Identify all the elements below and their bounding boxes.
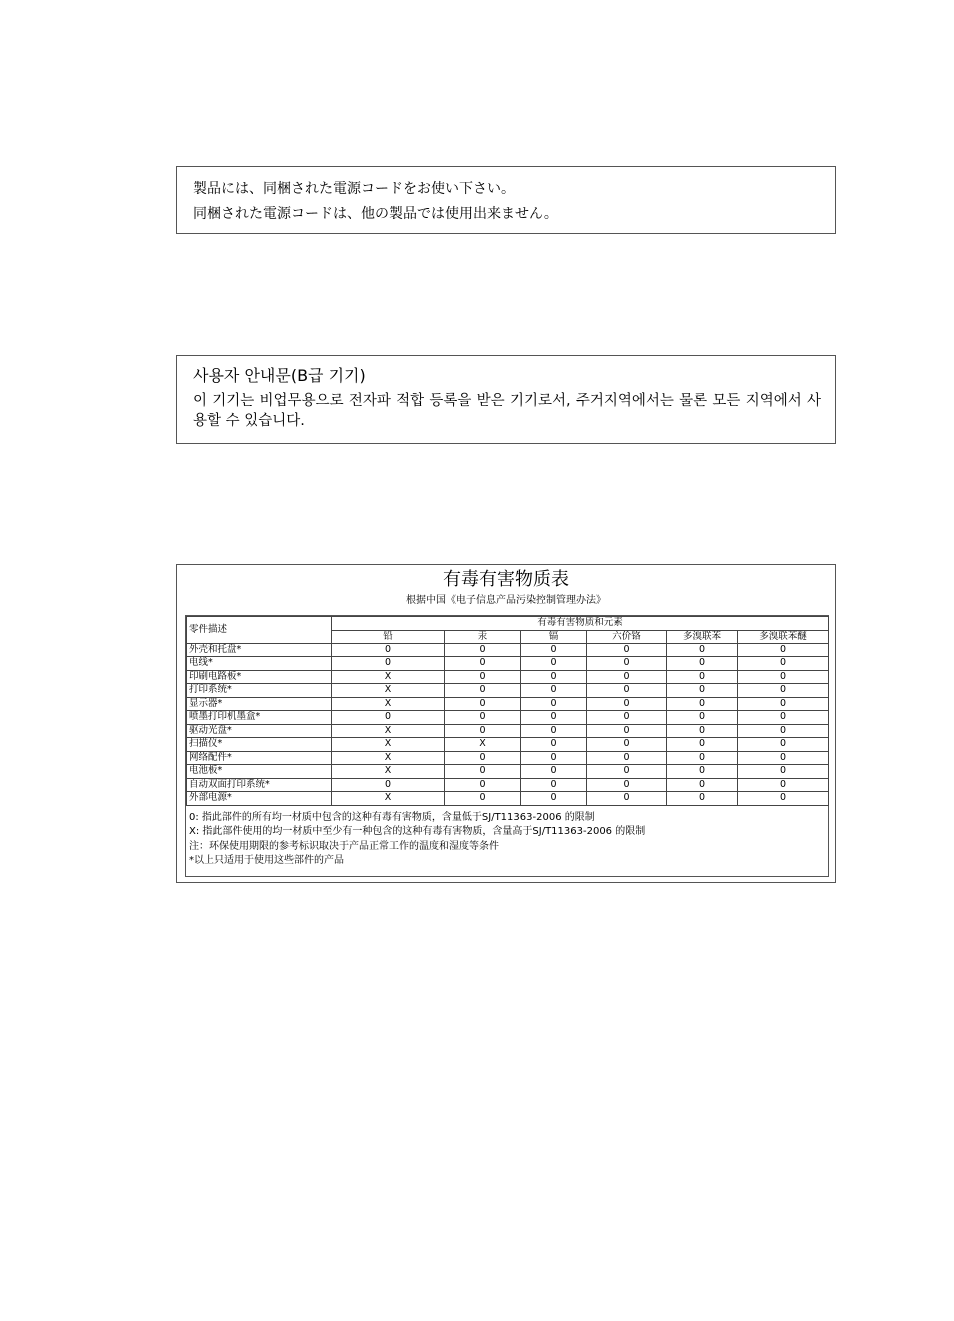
- table-row: [187, 711, 829, 725]
- substance-value-cell: 0: [738, 724, 829, 738]
- substance-value-cell: 0: [738, 738, 829, 752]
- substance-value-cell: 0: [445, 697, 521, 711]
- substance-value-cell: 0: [667, 765, 738, 779]
- substance-value-cell: 0: [738, 657, 829, 671]
- jp-notice-line-2: 同梱された電源コードは、他の製品では使用出来ません。: [193, 206, 558, 222]
- substance-value-cell: 0: [332, 643, 445, 657]
- substance-header-lead: 铅: [332, 630, 445, 643]
- part-name-cell: 喷墨打印机墨盒*: [187, 711, 332, 725]
- substance-value-cell: 0: [587, 697, 667, 711]
- part-name-cell: 驱动光盘*: [187, 724, 332, 738]
- substance-value-cell: X: [332, 697, 445, 711]
- part-name-cell: 显示器*: [187, 697, 332, 711]
- substance-value-cell: 0: [445, 643, 521, 657]
- table-header-row-1: [187, 617, 829, 631]
- substance-value-cell: 0: [445, 765, 521, 779]
- substance-value-cell: 0: [587, 778, 667, 792]
- part-name-cell: 外壳和托盘*: [187, 643, 332, 657]
- substance-value-cell: 0: [445, 792, 521, 806]
- cn-table-frame: [185, 615, 829, 877]
- cn-table-title: 有毒有害物质表: [443, 569, 569, 590]
- substance-value-cell: 0: [738, 751, 829, 765]
- note-x-meaning: X: 指此部件使用的均一材质中至少有一种包含的这种有毒有害物质，含量高于SJ/T11363-2006 的限制: [189, 826, 646, 837]
- substance-value-cell: 0: [521, 738, 587, 752]
- substance-value-cell: 0: [587, 670, 667, 684]
- substance-header-mercury: 汞: [445, 630, 521, 643]
- substance-value-cell: 0: [332, 657, 445, 671]
- substance-value-cell: 0: [587, 792, 667, 806]
- substance-value-cell: 0: [738, 792, 829, 806]
- substance-value-cell: 0: [667, 751, 738, 765]
- substance-value-cell: 0: [667, 670, 738, 684]
- part-description-header: 零件描述: [187, 617, 332, 644]
- substance-header-pbde: 多溴联苯醚: [738, 630, 829, 643]
- substance-value-cell: 0: [587, 684, 667, 698]
- substance-value-cell: X: [332, 724, 445, 738]
- substance-value-cell: X: [332, 751, 445, 765]
- substance-value-cell: 0: [587, 724, 667, 738]
- table-row: [187, 724, 829, 738]
- substance-value-cell: 0: [667, 778, 738, 792]
- part-name-cell: 电线*: [187, 657, 332, 671]
- part-name-cell: 外部电源*: [187, 792, 332, 806]
- substance-header-hexavalent-chromium: 六价铬: [587, 630, 667, 643]
- table-row: [187, 684, 829, 698]
- table-body: [187, 643, 829, 805]
- substance-value-cell: X: [445, 738, 521, 752]
- substance-value-cell: 0: [667, 657, 738, 671]
- substance-value-cell: 0: [521, 724, 587, 738]
- note-applicability: *以上只适用于使用这些部件的产品: [189, 855, 344, 866]
- substance-value-cell: 0: [738, 778, 829, 792]
- substance-value-cell: 0: [445, 657, 521, 671]
- part-name-cell: 扫描仪*: [187, 738, 332, 752]
- substance-value-cell: 0: [521, 765, 587, 779]
- substance-value-cell: 0: [667, 738, 738, 752]
- table-row: [187, 751, 829, 765]
- kr-class-b-notice: [176, 355, 836, 444]
- substance-value-cell: 0: [738, 684, 829, 698]
- substance-value-cell: 0: [521, 684, 587, 698]
- table-row: [187, 738, 829, 752]
- substance-value-cell: 0: [587, 643, 667, 657]
- substance-value-cell: 0: [445, 751, 521, 765]
- substance-value-cell: 0: [587, 738, 667, 752]
- substance-value-cell: 0: [521, 657, 587, 671]
- kr-notice-title: 사용자 안내문(B급 기기): [193, 366, 366, 385]
- table-row: [187, 792, 829, 806]
- substance-value-cell: 0: [667, 711, 738, 725]
- substance-value-cell: 0: [738, 711, 829, 725]
- substance-header-pbb: 多溴联苯: [667, 630, 738, 643]
- part-name-cell: 印刷电路板*: [187, 670, 332, 684]
- substance-header-cadmium: 镉: [521, 630, 587, 643]
- substance-value-cell: 0: [667, 724, 738, 738]
- substance-value-cell: 0: [521, 792, 587, 806]
- substances-group-header: 有毒有害物质和元素: [332, 617, 829, 631]
- substance-value-cell: 0: [738, 643, 829, 657]
- substance-value-cell: 0: [521, 643, 587, 657]
- substance-value-cell: 0: [445, 724, 521, 738]
- part-name-cell: 电池板*: [187, 765, 332, 779]
- substance-value-cell: X: [332, 670, 445, 684]
- cn-hazardous-substance-box: [176, 564, 836, 883]
- substance-value-cell: 0: [667, 792, 738, 806]
- substance-value-cell: 0: [521, 711, 587, 725]
- substance-value-cell: 0: [738, 765, 829, 779]
- note-environment-period: 注：环保使用期限的参考标识取决于产品正常工作的温度和湿度等条件: [189, 840, 499, 852]
- substance-value-cell: 0: [445, 778, 521, 792]
- jp-power-cord-notice: [176, 166, 836, 234]
- substance-value-cell: 0: [521, 778, 587, 792]
- substance-value-cell: 0: [667, 643, 738, 657]
- table-row: [187, 697, 829, 711]
- substance-value-cell: 0: [521, 670, 587, 684]
- part-name-cell: 网络配件*: [187, 751, 332, 765]
- substance-value-cell: 0: [521, 697, 587, 711]
- table-row: [187, 778, 829, 792]
- part-name-cell: 打印系统*: [187, 684, 332, 698]
- substance-value-cell: 0: [332, 711, 445, 725]
- substance-value-cell: 0: [445, 711, 521, 725]
- table-row: [187, 765, 829, 779]
- substance-value-cell: 0: [587, 765, 667, 779]
- substance-value-cell: 0: [587, 751, 667, 765]
- substance-value-cell: X: [332, 765, 445, 779]
- substance-value-cell: 0: [521, 751, 587, 765]
- table-notes: [186, 806, 828, 869]
- substance-value-cell: 0: [738, 670, 829, 684]
- note-zero-meaning: 0: 指此部件的所有均一材质中包含的这种有毒有害物质，含量低于SJ/T11363-2006 的限制: [189, 811, 595, 823]
- table-row: [187, 643, 829, 657]
- kr-notice-body: 이 기기는 비업무용으로 전자파 적합 등록을 받은 기기로서, 주거지역에서는 물론 모든 지역에서 사용할 수 있습니다.: [193, 393, 821, 429]
- substance-value-cell: 0: [587, 711, 667, 725]
- substance-value-cell: 0: [667, 697, 738, 711]
- substance-value-cell: X: [332, 792, 445, 806]
- cn-table-subtitle: 根据中国《电子信息产品污染控制管理办法》: [406, 595, 606, 606]
- substance-value-cell: X: [332, 684, 445, 698]
- table-row: [187, 657, 829, 671]
- substance-value-cell: 0: [587, 657, 667, 671]
- hazardous-substance-table: [186, 616, 829, 806]
- substance-value-cell: 0: [667, 684, 738, 698]
- substance-value-cell: X: [332, 738, 445, 752]
- substance-value-cell: 0: [332, 778, 445, 792]
- substance-value-cell: 0: [738, 697, 829, 711]
- substance-value-cell: 0: [445, 670, 521, 684]
- substance-value-cell: 0: [445, 684, 521, 698]
- jp-notice-line-1: 製品には、同梱された電源コードをお使い下さい。: [193, 181, 515, 197]
- part-name-cell: 自动双面打印系统*: [187, 778, 332, 792]
- table-row: [187, 670, 829, 684]
